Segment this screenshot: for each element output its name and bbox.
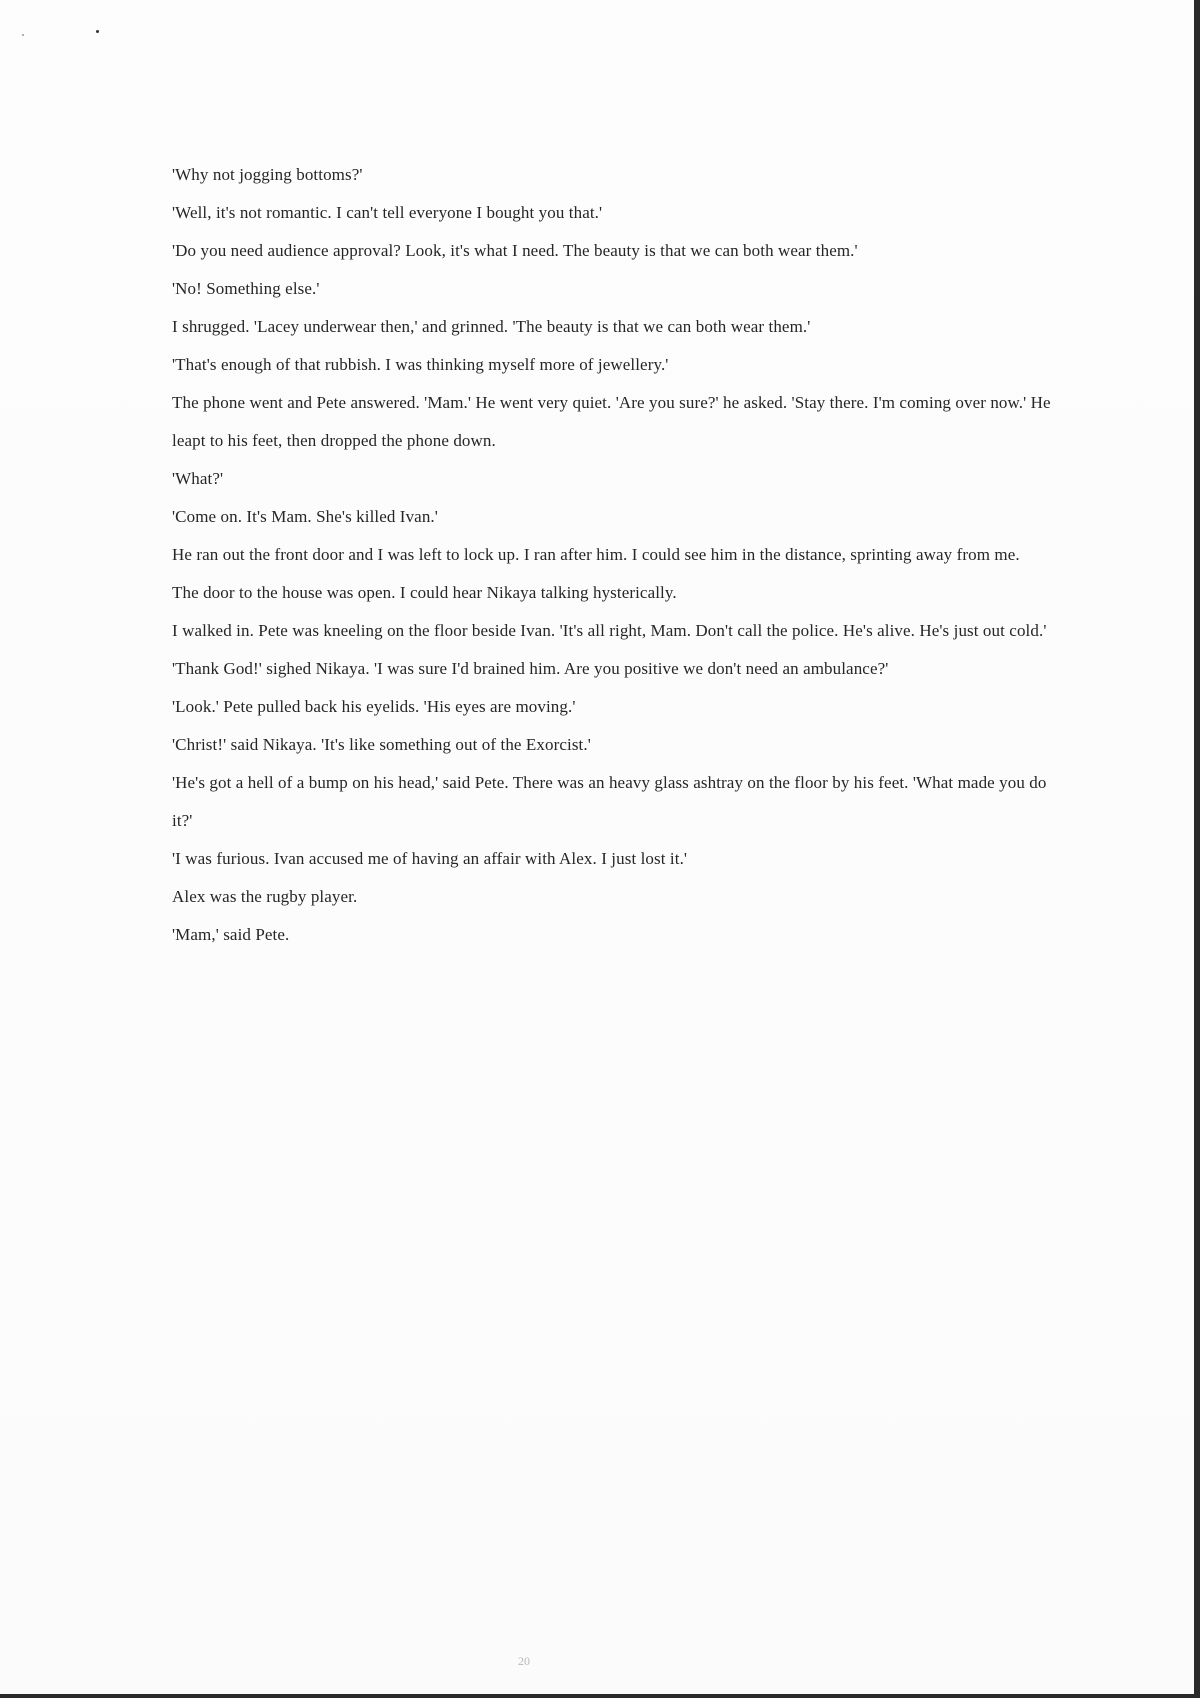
paragraph: 'That's enough of that rubbish. I was thinking myself more of jewellery.' [172, 355, 669, 374]
paragraph: The door to the house was open. I could hear Nikaya talking hysterically. [172, 583, 677, 602]
paragraph: 'He's got a hell of a bump on his head,' said Pete. There was an heavy glass ashtray on the floor by his feet. 'What made you do it?' [172, 773, 1047, 830]
scan-speck [96, 30, 99, 33]
page-number: 20 [518, 1654, 530, 1668]
paragraph: He ran out the front door and I was left to lock up. I ran after him. I could see him in the distance, sprinting away from me. [172, 545, 1020, 564]
paragraph: 'Thank God!' sighed Nikaya. 'I was sure I'd brained him. Are you positive we don't need an ambulance?' [172, 659, 889, 678]
paragraph: I shrugged. 'Lacey underwear then,' and grinned. 'The beauty is that we can both wear them.' [172, 317, 811, 336]
paragraph: 'Mam,' said Pete. [172, 925, 290, 944]
paragraph: 'Christ!' said Nikaya. 'It's like something out of the Exorcist.' [172, 735, 591, 754]
paragraph: I walked in. Pete was kneeling on the floor beside Ivan. 'It's all right, Mam. Don't call the police. He's alive. He's just out cold.' [172, 621, 1047, 640]
paragraph: 'What?' [172, 469, 224, 488]
paragraph: 'Do you need audience approval? Look, it's what I need. The beauty is that we can both wear them.' [172, 241, 858, 260]
manuscript-text [172, 156, 1062, 954]
scan-speck [22, 34, 24, 36]
paragraph: 'No! Something else.' [172, 279, 320, 298]
paragraph: Alex was the rugby player. [172, 887, 358, 906]
paragraph: 'Look.' Pete pulled back his eyelids. 'His eyes are moving.' [172, 697, 576, 716]
paragraph: The phone went and Pete answered. 'Mam.' He went very quiet. 'Are you sure?' he asked. 'Stay there. I'm coming over now.' He leapt to his feet, then dropped the phone down. [172, 393, 1051, 450]
scan-edge-bottom [0, 1694, 1200, 1698]
scan-edge-right [1194, 0, 1200, 1698]
paragraph: 'Well, it's not romantic. I can't tell everyone I bought you that.' [172, 203, 603, 222]
paragraph: 'I was furious. Ivan accused me of having an affair with Alex. I just lost it.' [172, 849, 688, 868]
paragraph: 'Come on. It's Mam. She's killed Ivan.' [172, 507, 438, 526]
paragraph: 'Why not jogging bottoms?' [172, 165, 363, 184]
